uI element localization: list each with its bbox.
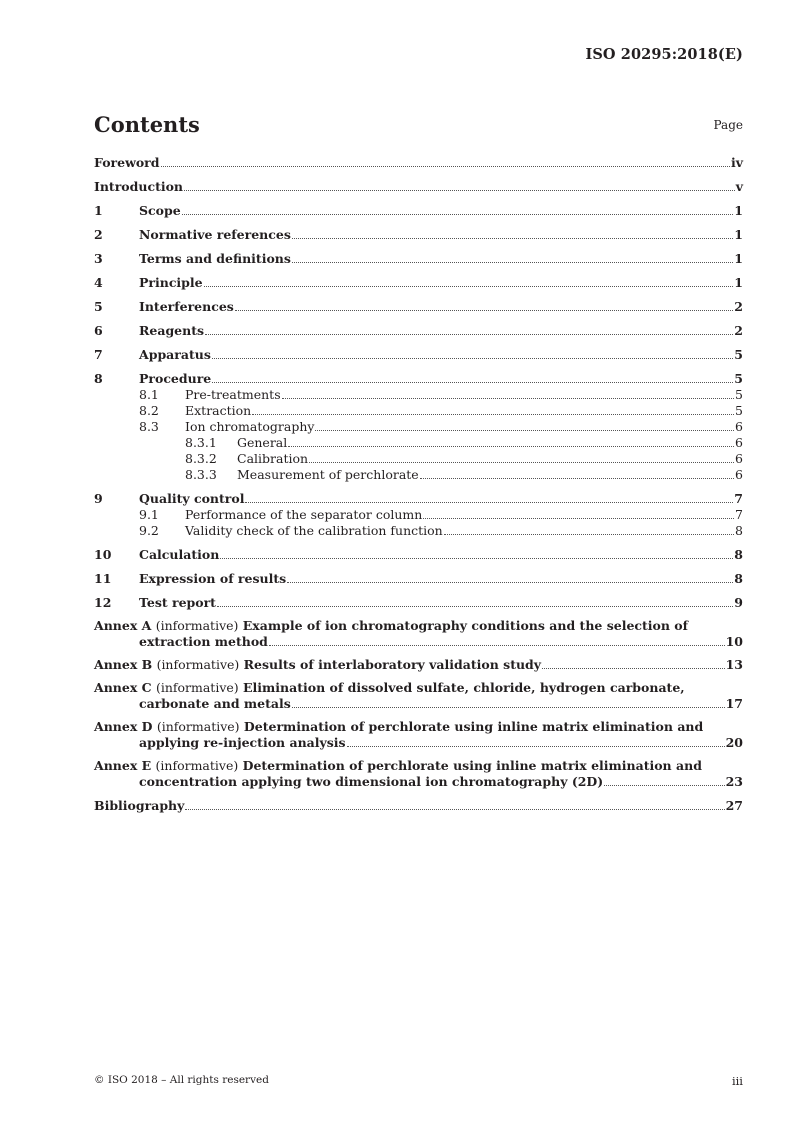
annex-type: (informative): [156, 657, 240, 672]
dot-leader: [204, 286, 734, 287]
toc-entry-subclause-8-2[interactable]: [94, 403, 743, 419]
dot-leader: [420, 478, 734, 479]
toc-title: Expression of results: [139, 571, 287, 586]
toc-entry-clause-10[interactable]: [94, 547, 743, 563]
annex-heading: [94, 657, 743, 673]
annex-title-line2: applying re-injection analysis: [139, 735, 346, 750]
dot-leader: [542, 668, 725, 669]
toc-title: Introduction: [94, 179, 184, 194]
toc-page: 6: [735, 419, 743, 434]
dot-leader: [604, 785, 724, 786]
document-code: ISO 20295:2018(E): [585, 46, 743, 63]
toc-page: v: [735, 179, 743, 194]
toc-entry-annex-c[interactable]: [94, 680, 743, 712]
toc-number: 9.1: [139, 507, 159, 522]
toc-title: Principle: [139, 275, 203, 290]
toc-entry-annex-b[interactable]: [94, 657, 743, 673]
dot-leader: [292, 238, 733, 239]
annex-title-line1: Example of ion chromatography conditions and the selection of: [242, 618, 689, 633]
toc-annexes: [94, 618, 743, 790]
toc-entry-clause-3[interactable]: [94, 251, 743, 267]
annex-heading: [94, 680, 743, 696]
annex-type: (informative): [155, 758, 239, 773]
annex-title-line2: extraction method: [139, 634, 268, 649]
toc-page: 8: [734, 547, 743, 562]
toc-title: Normative references: [139, 227, 291, 242]
toc-title: Apparatus: [139, 347, 211, 362]
dot-leader: [212, 358, 733, 359]
annex-label: Annex C: [94, 680, 152, 695]
toc-title: Foreword: [94, 155, 160, 170]
toc-page: 1: [734, 203, 743, 218]
toc-title: Procedure: [139, 371, 212, 386]
toc-number: 8.3.3: [185, 467, 217, 482]
toc-number: 9: [94, 491, 103, 506]
toc-title: Terms and definitions: [139, 251, 291, 266]
dot-leader: [185, 809, 724, 810]
toc-clauses: [94, 203, 743, 611]
annex-title-line2: concentration applying two dimensional ion chromatography (2D): [139, 774, 604, 789]
toc-page: 17: [725, 696, 743, 711]
annex-title: [94, 657, 541, 673]
toc-number: 2: [94, 227, 103, 242]
dot-leader: [184, 190, 735, 191]
dot-leader: [423, 518, 734, 519]
toc-page: 1: [734, 227, 743, 242]
toc-number: 8.3.2: [185, 451, 217, 466]
toc-entry-clause-1[interactable]: [94, 203, 743, 219]
toc-entry-subclause-8-3[interactable]: [94, 419, 743, 435]
dot-leader: [182, 214, 734, 215]
toc-entry-clause-12[interactable]: [94, 595, 743, 611]
toc-page: 8: [734, 571, 743, 586]
toc-title: Pre-treatments: [185, 387, 281, 402]
dot-leader: [444, 534, 734, 535]
toc-entry-subclause-8-1[interactable]: [94, 387, 743, 403]
toc-entry-subclause-9-2[interactable]: [94, 523, 743, 539]
toc-title: Interferences: [139, 299, 234, 314]
annex-continuation: [94, 735, 743, 751]
toc-page: 5: [734, 371, 743, 386]
toc-number: 10: [94, 547, 112, 562]
toc-page: 5: [734, 347, 743, 362]
toc-entry-clause-11[interactable]: [94, 571, 743, 587]
toc-page: 9: [734, 595, 743, 610]
toc-number: 8: [94, 371, 103, 386]
toc-number: 6: [94, 323, 103, 338]
toc-entry-annex-e[interactable]: [94, 758, 743, 790]
annex-title-line1: Determination of perchlorate using inline matrix elimination and: [242, 758, 702, 773]
toc-number: 7: [94, 347, 103, 362]
dot-leader: [205, 334, 733, 335]
dot-leader: [288, 446, 734, 447]
toc-title: Ion chromatography: [185, 419, 315, 434]
dot-leader: [347, 746, 725, 747]
toc-title: Reagents: [139, 323, 205, 338]
toc-page: 23: [725, 774, 743, 789]
toc-page: 2: [734, 323, 743, 338]
annex-continuation: [94, 696, 743, 712]
toc-title: Quality control: [139, 491, 245, 506]
toc-page: 8: [735, 523, 743, 538]
annex-type: (informative): [155, 618, 239, 633]
toc-entry-subclause-8-3-1[interactable]: [94, 435, 743, 451]
annex-type: (informative): [155, 680, 239, 695]
toc-number: 9.2: [139, 523, 159, 538]
annex-title-line1: Determination of perchlorate using inline matrix elimination and: [243, 719, 704, 734]
toc-page: 6: [735, 467, 743, 482]
toc-entry-clause-6[interactable]: [94, 323, 743, 339]
toc-entry-clause-2[interactable]: [94, 227, 743, 243]
toc-title: Validity check of the calibration function: [185, 523, 443, 538]
toc-page: 27: [725, 798, 743, 813]
dot-leader: [269, 645, 725, 646]
toc-number: 12: [94, 595, 112, 610]
dot-leader: [245, 502, 733, 503]
toc-page: 1: [734, 251, 743, 266]
annex-label: Annex A: [94, 618, 152, 633]
dot-leader: [217, 606, 733, 607]
toc-entry-foreword[interactable]: [94, 155, 743, 171]
toc-number: 3: [94, 251, 103, 266]
annex-title-line2: carbonate and metals: [139, 696, 291, 711]
toc-number: 11: [94, 571, 112, 586]
toc-page: 5: [735, 403, 743, 418]
toc-number: 1: [94, 203, 103, 218]
toc-entry-annex-d[interactable]: [94, 719, 743, 751]
toc-title: Scope: [139, 203, 181, 218]
dot-leader: [309, 462, 734, 463]
toc-page: 6: [735, 451, 743, 466]
toc-entry-clause-7[interactable]: [94, 347, 743, 363]
page-number: iii: [731, 1074, 743, 1088]
toc-title: Extraction: [185, 403, 252, 418]
toc-number: 8.2: [139, 403, 159, 418]
annex-label: Annex B: [94, 657, 153, 672]
toc-number: 5: [94, 299, 103, 314]
toc-entry-clause-4[interactable]: [94, 275, 743, 291]
toc-page: 5: [735, 387, 743, 402]
toc-page: 7: [734, 491, 743, 506]
toc-number: 8.1: [139, 387, 159, 402]
annex-heading: [94, 719, 743, 735]
annex-continuation: [94, 634, 743, 650]
toc-entry-clause-9[interactable]: [94, 491, 743, 507]
dot-leader: [292, 262, 733, 263]
annex-continuation: [94, 774, 743, 790]
toc-title: Calculation: [139, 547, 220, 562]
dot-leader: [282, 398, 734, 399]
toc-page: 2: [734, 299, 743, 314]
toc-entry-bibliography[interactable]: [94, 798, 743, 814]
toc-entry-introduction[interactable]: [94, 179, 743, 195]
toc-page: 6: [735, 435, 743, 450]
toc-number: 8.3.1: [185, 435, 217, 450]
toc-title: Bibliography: [94, 798, 185, 813]
toc-entry-subclause-8-3-3[interactable]: [94, 467, 743, 483]
toc-page: 13: [725, 657, 743, 672]
toc-page: 7: [735, 507, 743, 522]
toc-entry-annex-a[interactable]: [94, 618, 743, 650]
dot-leader: [315, 430, 734, 431]
dot-leader: [235, 310, 733, 311]
dot-leader: [220, 558, 733, 559]
toc-title: General: [237, 435, 288, 450]
annex-heading: [94, 758, 743, 774]
toc-page: 1: [734, 275, 743, 290]
toc-number: 4: [94, 275, 103, 290]
contents-title: Contents: [94, 112, 200, 137]
annex-type: (informative): [156, 719, 240, 734]
copyright-notice: © ISO 2018 – All rights reserved: [94, 1074, 269, 1086]
annex-title-line1: Results of interlaboratory validation study: [243, 657, 542, 672]
dot-leader: [252, 414, 734, 415]
toc-entry-clause-5[interactable]: [94, 299, 743, 315]
page-column-label: Page: [713, 118, 743, 132]
toc-page: 10: [725, 634, 743, 649]
toc-title: Measurement of perchlorate: [237, 467, 419, 482]
annex-title-line1: Elimination of dissolved sulfate, chloride, hydrogen carbonate,: [243, 680, 685, 695]
annex-label: Annex D: [94, 719, 153, 734]
annex-heading: [94, 618, 743, 634]
toc-title: Calibration: [237, 451, 309, 466]
annex-label: Annex E: [94, 758, 152, 773]
toc-page: 20: [725, 735, 743, 750]
dot-leader: [292, 707, 725, 708]
toc-entry-subclause-8-3-2[interactable]: [94, 451, 743, 467]
toc-entry-clause-8[interactable]: [94, 371, 743, 387]
toc-title: Performance of the separator column: [185, 507, 423, 522]
table-of-contents: [94, 155, 743, 814]
toc-number: 8.3: [139, 419, 159, 434]
dot-leader: [212, 382, 733, 383]
toc-title: Test report: [139, 595, 216, 610]
dot-leader: [161, 166, 730, 167]
toc-entry-subclause-9-1[interactable]: [94, 507, 743, 523]
toc-page: iv: [730, 155, 743, 170]
dot-leader: [287, 582, 733, 583]
